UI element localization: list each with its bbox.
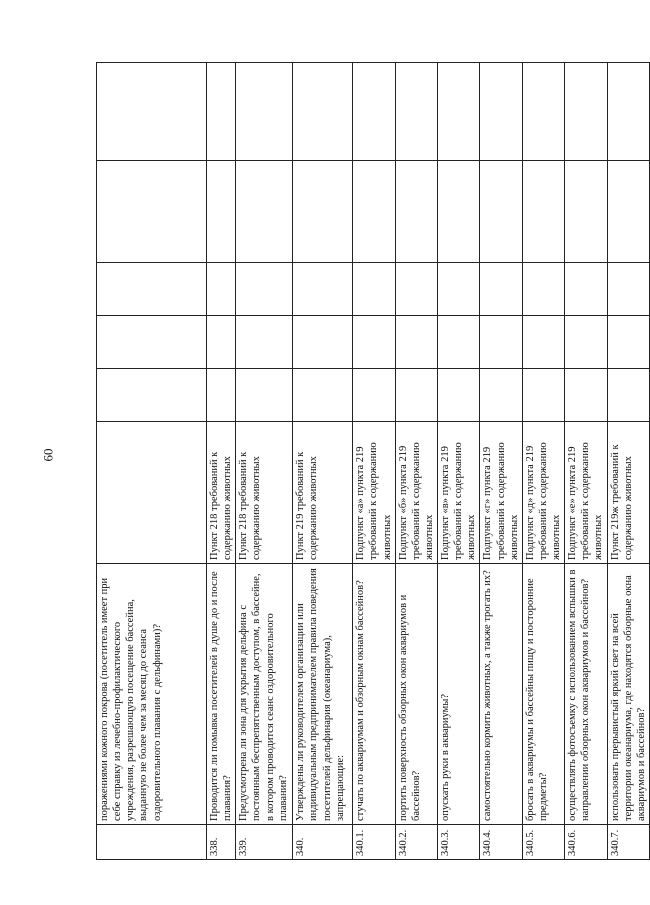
empty-cell (438, 369, 480, 422)
empty-cell (353, 263, 395, 316)
empty-cell (522, 316, 564, 369)
row-number: 340.7. (607, 825, 649, 860)
empty-cell (353, 161, 395, 263)
empty-cell (97, 369, 207, 422)
empty-cell (438, 63, 480, 161)
empty-cell (207, 63, 236, 161)
legal-reference: Подпункт «б» пункта 219 требований к содержанию животных (395, 422, 437, 564)
table-row (522, 63, 564, 860)
table-row (207, 63, 236, 860)
empty-cell (438, 263, 480, 316)
empty-cell (522, 63, 564, 161)
question-text: бросать в аквариумы и бассейны пищу и посторонние предметы? (522, 564, 564, 825)
empty-cell (293, 63, 353, 161)
row-number: 339. (236, 825, 293, 860)
empty-cell (236, 316, 293, 369)
empty-cell (607, 161, 649, 263)
empty-cell (522, 263, 564, 316)
legal-reference: Подпункт «е» пункта 219 требований к содержанию животных (565, 422, 607, 564)
question-text: стучать по аквариумам и обзорным окнам бассейнов? (353, 564, 395, 825)
row-number (97, 825, 207, 860)
row-number: 340.1. (353, 825, 395, 860)
empty-cell (565, 316, 607, 369)
empty-cell (207, 316, 236, 369)
empty-cell (207, 369, 236, 422)
empty-cell (236, 161, 293, 263)
question-text: поражениями кожного покрова (посетитель имеет при себе справку из лечебно-профилактического учреждения, разрешающую посещение бассейна, выданную не более чем за месяц до сеанса оздоровительного плавания с дельфинами)? (97, 564, 207, 825)
table-row (565, 63, 607, 860)
question-text: Утверждены ли руководителем организации или индивидуальным предпринимателем правила поведения посетителей дельфинария (океанариума), запрещающие: (293, 564, 353, 825)
empty-cell (97, 316, 207, 369)
legal-reference: Подпункт «д» пункта 219 требований к содержанию животных (522, 422, 564, 564)
empty-cell (565, 63, 607, 161)
page-number: 60 (40, 448, 56, 462)
legal-reference (97, 422, 207, 564)
empty-cell (395, 263, 437, 316)
question-text: Проводится ли помывка посетителей в душе до и после плавания? (207, 564, 236, 825)
empty-cell (353, 63, 395, 161)
empty-cell (607, 63, 649, 161)
row-number: 340.6. (565, 825, 607, 860)
empty-cell (607, 316, 649, 369)
empty-cell (236, 263, 293, 316)
legal-reference: Пункт 219 требований к содержанию животных (293, 422, 353, 564)
empty-cell (395, 63, 437, 161)
question-text: использовать прерывистый яркий свет на всей территории океанариума, где находятся обзорные окна аквариумов и бассейнов? (607, 564, 649, 825)
table-row (395, 63, 437, 860)
question-text: самостоятельно кормить животных, а также трогать их? (480, 564, 522, 825)
table-row (480, 63, 522, 860)
empty-cell (353, 316, 395, 369)
table-row (293, 63, 353, 860)
empty-cell (438, 316, 480, 369)
empty-cell (438, 161, 480, 263)
legal-reference: Пункт 219ж требований к содержанию животных (607, 422, 649, 564)
empty-cell (480, 161, 522, 263)
empty-cell (565, 369, 607, 422)
empty-cell (395, 161, 437, 263)
question-text: Предусмотрена ли зона для укрытия дельфина с постоянным беспрепятственным доступом, в бассейне, в котором проводится сеанс оздоровительного плавания? (236, 564, 293, 825)
empty-cell (480, 316, 522, 369)
empty-cell (207, 161, 236, 263)
row-number: 340.4. (480, 825, 522, 860)
empty-cell (293, 263, 353, 316)
empty-cell (607, 263, 649, 316)
empty-cell (293, 316, 353, 369)
empty-cell (480, 369, 522, 422)
empty-cell (395, 316, 437, 369)
question-text: опускать руки в аквариумы? (438, 564, 480, 825)
legal-reference: Подпункт «в» пункта 219 требований к содержанию животных (438, 422, 480, 564)
empty-cell (236, 63, 293, 161)
row-number: 340.5. (522, 825, 564, 860)
table-row (97, 63, 207, 860)
legal-reference: Пункт 218 требований к содержанию животных (236, 422, 293, 564)
empty-cell (522, 369, 564, 422)
empty-cell (97, 63, 207, 161)
row-number: 340.2. (395, 825, 437, 860)
legal-reference: Подпункт «а» пункта 219 требований к содержанию животных (353, 422, 395, 564)
table-row (236, 63, 293, 860)
empty-cell (97, 161, 207, 263)
empty-cell (236, 369, 293, 422)
table-row (607, 63, 649, 860)
table-row (438, 63, 480, 860)
empty-cell (293, 369, 353, 422)
empty-cell (293, 161, 353, 263)
empty-cell (207, 263, 236, 316)
row-number: 340. (293, 825, 353, 860)
row-number: 340.3. (438, 825, 480, 860)
empty-cell (395, 369, 437, 422)
empty-cell (97, 263, 207, 316)
empty-cell (565, 161, 607, 263)
question-text: портить поверхность обзорных окон аквариумов и бассейнов? (395, 564, 437, 825)
checklist-table (96, 62, 650, 860)
empty-cell (480, 263, 522, 316)
table-row (353, 63, 395, 860)
empty-cell (607, 369, 649, 422)
rotated-table-container (96, 63, 647, 860)
empty-cell (522, 161, 564, 263)
empty-cell (565, 263, 607, 316)
empty-cell (480, 63, 522, 161)
legal-reference: Подпункт «г» пункта 219 требований к содержанию животных (480, 422, 522, 564)
question-text: осуществлять фотосъемку с использованием вспышки в направлении обзорных окон аквариумов и бассейнов? (565, 564, 607, 825)
row-number: 338. (207, 825, 236, 860)
empty-cell (353, 369, 395, 422)
legal-reference: Пункт 218 требований к содержанию животных (207, 422, 236, 564)
